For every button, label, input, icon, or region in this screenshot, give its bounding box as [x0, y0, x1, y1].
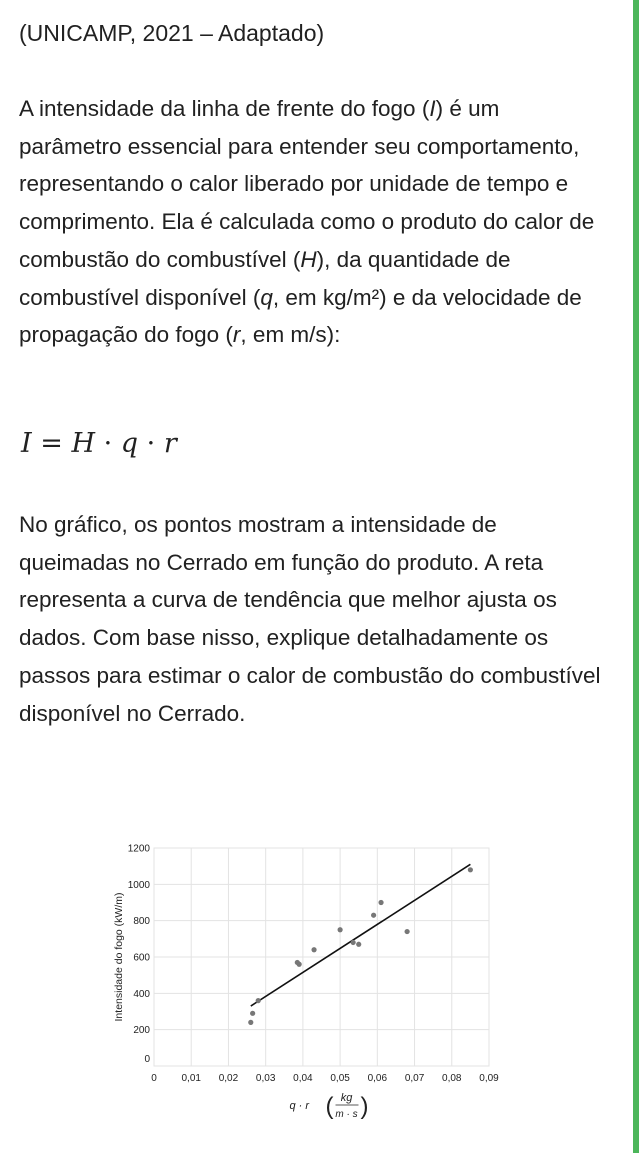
x-axis-label-unit-denominator: m · s	[335, 1109, 358, 1120]
x-axis-label-var: q · r	[289, 1100, 310, 1112]
data-point	[250, 1011, 255, 1016]
data-point	[356, 942, 361, 947]
data-point	[311, 947, 316, 952]
question-paragraph: No gráfico, os pontos mostram a intensidade de queimadas no Cerrado em função do produto. A reta representa a curva de tendência que melhor ajusta os dados. Com base nisso, explique detalhadamente os passos para estimar o calor de combustão do combustível disponível no Cerrado.	[19, 512, 601, 726]
y-tick-label: 600	[133, 952, 150, 964]
data-point	[351, 940, 356, 945]
x-tick-label: 0,06	[367, 1073, 388, 1084]
right-accent-bar	[633, 0, 639, 1153]
data-point	[378, 900, 383, 905]
data-point	[338, 927, 343, 932]
x-tick-label: 0,03	[255, 1073, 276, 1084]
x-axis-label-unit-numerator: kg	[340, 1092, 353, 1104]
x-tick-label: 0,09	[479, 1073, 499, 1084]
y-tick-label: 400	[133, 988, 150, 1000]
var-r: r	[232, 322, 241, 348]
x-tick-label: 0,07	[404, 1073, 425, 1084]
chart-svg	[100, 830, 520, 1130]
var-i: I	[429, 96, 436, 121]
data-point	[405, 929, 410, 934]
question-content	[19, 14, 604, 726]
question-source-title: (UNICAMP, 2021 – Adaptado)	[19, 20, 325, 46]
intro-paragraph: A intensidade da linha de frente do fogo (I) é um parâmetro essencial para entender seu comportamento, representando o calor liberado por unidade de tempo e comprimento. Ela é calculada como o produto do calor de combustão do combustível (H), da quantidade de combustível disponível (q, em kg/m²) e da velocidade de propagação do fogo (r, em m/s):	[19, 96, 595, 348]
x-tick-label: 0,04	[293, 1073, 313, 1084]
data-point	[256, 998, 261, 1003]
x-tick-label: 0,05	[330, 1073, 350, 1084]
y-tick-label: 200	[133, 1025, 150, 1037]
trend-line	[251, 864, 471, 1006]
y-tick-label: 0	[144, 1054, 150, 1065]
x-tick-label: 0,01	[181, 1073, 201, 1084]
data-point	[371, 913, 376, 918]
intensity-chart	[100, 830, 520, 1130]
data-point	[297, 962, 302, 967]
y-tick-label: 1200	[127, 843, 150, 855]
x-axis-label-open-paren: (	[325, 1093, 334, 1120]
var-h: H	[300, 246, 317, 272]
y-tick-label: 1000	[127, 879, 150, 891]
y-axis-label: Intensidade do fogo (kW/m)	[113, 892, 125, 1022]
x-tick-label: 0	[151, 1073, 157, 1084]
intensity-formula: I = H · q · r	[21, 428, 177, 459]
var-q: q	[260, 284, 273, 310]
x-axis-label-close-paren: )	[360, 1093, 369, 1120]
x-tick-label: 0,02	[218, 1073, 239, 1084]
data-point	[468, 867, 473, 872]
data-point	[248, 1020, 253, 1025]
x-tick-label: 0,08	[442, 1073, 462, 1084]
y-tick-label: 800	[133, 916, 150, 928]
